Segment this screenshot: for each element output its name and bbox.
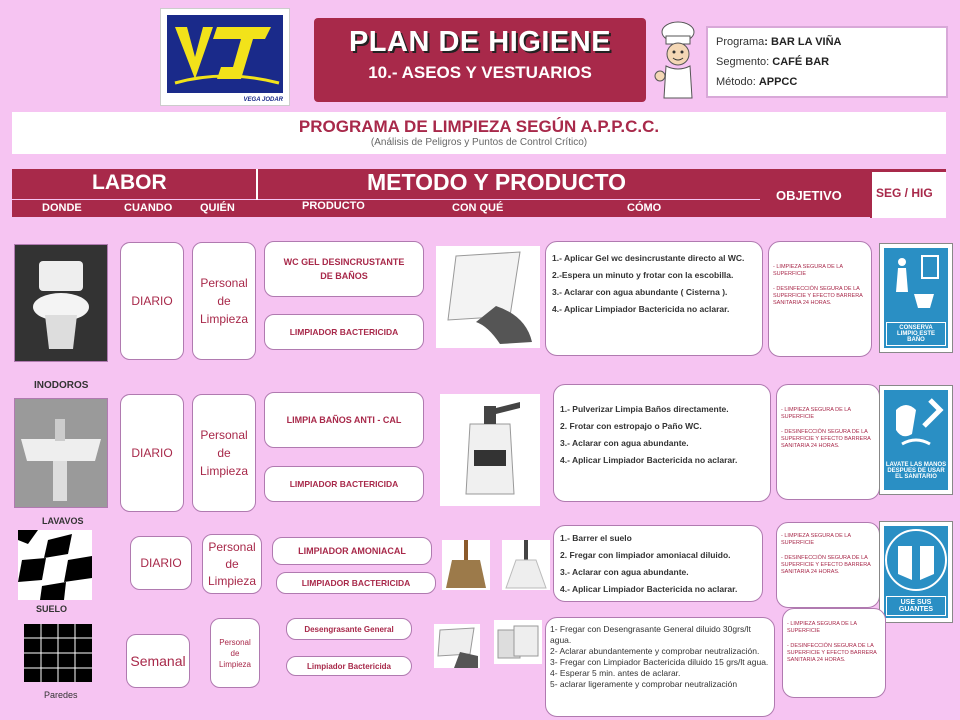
product-cell: Limpiador Bactericida (286, 656, 412, 676)
product-cell: LIMPIADOR BACTERICIDA (264, 466, 424, 502)
product-cell: WC GEL DESINCRUSTANTE DE BAÑOS (264, 241, 424, 297)
cloths-image (494, 620, 542, 664)
objective-item: - LIMPIEZA SEGURA DE LA SUPERFICIE (773, 264, 843, 277)
product-cell: LIMPIADOR AMONIACAL (272, 537, 432, 565)
step-item: 2. Fregar con limpiador amoniacal diluido. (560, 550, 731, 560)
steps-box (545, 241, 763, 356)
objective-item: - DESINFECCIÓN SEGURA DE LA SUPERFICIE Y EFECTO BARRERA SANITARIA 24 HORAS. (787, 643, 877, 663)
step-item: 3- Fregar con Limpiador Bactericida diluido 15 grs/lt agua. (550, 657, 769, 667)
area-label-inodoros: INODOROS (34, 380, 89, 391)
when-cell: DIARIO (120, 394, 184, 512)
programa-label: Programa (716, 36, 765, 48)
when-cell: Semanal (126, 634, 190, 688)
metodo-value: APPCC (758, 76, 798, 88)
area-label-paredes: Paredes (44, 690, 78, 700)
step-item: 1- Fregar con Desengrasante General diluido 30grs/lt agua. (550, 624, 751, 645)
mop-image (502, 540, 550, 590)
product-cell: LIMPIADOR BACTERICIDA (276, 572, 436, 594)
sign-label: USE SUS GUANTES (886, 596, 946, 616)
area-label-lavavos: LAVAVOS (42, 516, 84, 526)
sign-use-guantes (880, 522, 952, 622)
company-logo (160, 8, 290, 106)
area-label-suelo: SUELO (36, 604, 68, 614)
logo-text: VEGA JODAR (243, 97, 283, 103)
sign-label: CONSERVA LIMPIO ESTE BAÑO (886, 322, 946, 346)
con-que-header: CON QUÉ (452, 202, 504, 214)
tiles-photo (24, 624, 92, 682)
objective-item: - LIMPIEZA SEGURA DE LA SUPERFICIE (781, 407, 851, 420)
step-item: 2- Aclarar abundantemente y comprobar neutralización. (550, 646, 760, 656)
step-item: 4.- Aplicar Limpiador Bactericida no aclarar. (560, 455, 738, 465)
step-item: 4.- Aplicar Limpiador Bactericida no aclarar. (552, 304, 730, 314)
who-cell: Personal de Limpieza (192, 394, 256, 512)
segmento-value: CAFÉ BAR (772, 56, 830, 68)
product-cell: LIMPIADOR BACTERICIDA (264, 314, 424, 350)
step-item: 4- Esperar 5 min. antes de aclarar. (550, 668, 681, 678)
seg-hig-label: SEG / HIG (876, 186, 933, 200)
plan-subtitle: (Análisis de Peligros y Puntos de Control Crítico) (370, 137, 588, 148)
programa-value: : BAR LA VIÑA (764, 36, 842, 48)
floor-photo (18, 530, 92, 600)
objective-box (776, 522, 880, 608)
who-cell: Personal de Limpieza (192, 242, 256, 360)
title-box (314, 18, 646, 102)
objective-item: - LIMPIEZA SEGURA DE LA SUPERFICIE (781, 533, 851, 546)
when-cell: DIARIO (130, 536, 192, 590)
step-item: 3.- Aclarar con agua abundante ( Cisterna ). (552, 287, 728, 297)
objective-box (768, 241, 872, 357)
chef-illustration (652, 20, 702, 100)
objective-box (776, 384, 880, 500)
plan-header (12, 112, 946, 154)
steps-box (545, 617, 775, 717)
labor-header: LABOR (92, 171, 167, 194)
objective-box (782, 608, 886, 698)
seg-hig-header (870, 172, 946, 218)
steps-box (553, 525, 763, 602)
page-subtitle: 10.- ASEOS Y VESTUARIOS (368, 63, 592, 82)
sign-conserva-limpio (880, 244, 952, 352)
objetivo-header (760, 172, 870, 216)
toilet-photo (14, 244, 108, 362)
step-item: 3.- Aclarar con agua abundante. (560, 438, 689, 448)
product-cell: LIMPIA BAÑOS ANTI - CAL (264, 392, 424, 448)
step-item: 3.- Aclarar con agua abundante. (560, 567, 689, 577)
page-title: PLAN DE HIGIENE (348, 26, 612, 58)
cloth-image (436, 246, 540, 348)
sprayer-image (440, 394, 540, 506)
sponge-image (434, 624, 480, 668)
step-item: 1.- Aplicar Gel wc desincrustante directo al WC. (552, 253, 745, 263)
metodo-label: Método: (716, 76, 759, 88)
product-cell: Desengrasante General (286, 618, 412, 640)
donde-header: DONDE (42, 202, 82, 214)
who-cell: Personal de Limpieza (210, 618, 260, 688)
objective-item: - LIMPIEZA SEGURA DE LA SUPERFICIE (787, 621, 857, 634)
step-item: 1.- Pulverizar Limpia Baños directamente. (560, 404, 729, 414)
step-item: 2. Frotar con estropajo o Paño WC. (560, 421, 702, 431)
step-item: 2.-Espera un minuto y frotar con la escobilla. (552, 270, 734, 280)
step-item: 4.- Aplicar Limpiador Bactericida no aclarar. (560, 584, 738, 594)
objetivo-header-label: OBJETIVO (776, 188, 842, 203)
objective-item: - DESINFECCIÓN SEGURA DE LA SUPERFICIE Y EFECTO BARRERA SANITARIA 24 HORAS. (773, 286, 863, 306)
sink-photo (14, 398, 108, 508)
who-cell: Personal de Limpieza (202, 534, 262, 594)
step-item: 5- aclarar ligeramente y comprobar neutralización (550, 679, 738, 689)
objective-item: - DESINFECCIÓN SEGURA DE LA SUPERFICIE Y EFECTO BARRERA SANITARIA 24 HORAS. (781, 429, 871, 449)
sign-label: LAVATE LAS MANOS DESPUES DE USAR EL SANITARIO (885, 462, 947, 480)
quien-header: QUIÉN (200, 202, 235, 214)
metodo-header: METODO Y PRODUCTO (367, 169, 627, 195)
broom-image (442, 540, 490, 590)
program-info (706, 26, 948, 98)
plan-title: PROGRAMA DE LIMPIEZA SEGÚN A.P.P.C.C. (298, 117, 660, 136)
cuando-header: CUANDO (124, 202, 173, 214)
como-header: CÓMO (627, 202, 662, 214)
steps-box (553, 384, 771, 502)
producto-header: PRODUCTO (302, 200, 365, 212)
when-cell: DIARIO (120, 242, 184, 360)
sign-lavate-manos (880, 386, 952, 494)
segmento-label: Segmento: (716, 56, 773, 68)
objective-item: - DESINFECCIÓN SEGURA DE LA SUPERFICIE Y EFECTO BARRERA SANITARIA 24 HORAS. (781, 555, 871, 575)
step-item: 1.- Barrer el suelo (560, 533, 632, 543)
